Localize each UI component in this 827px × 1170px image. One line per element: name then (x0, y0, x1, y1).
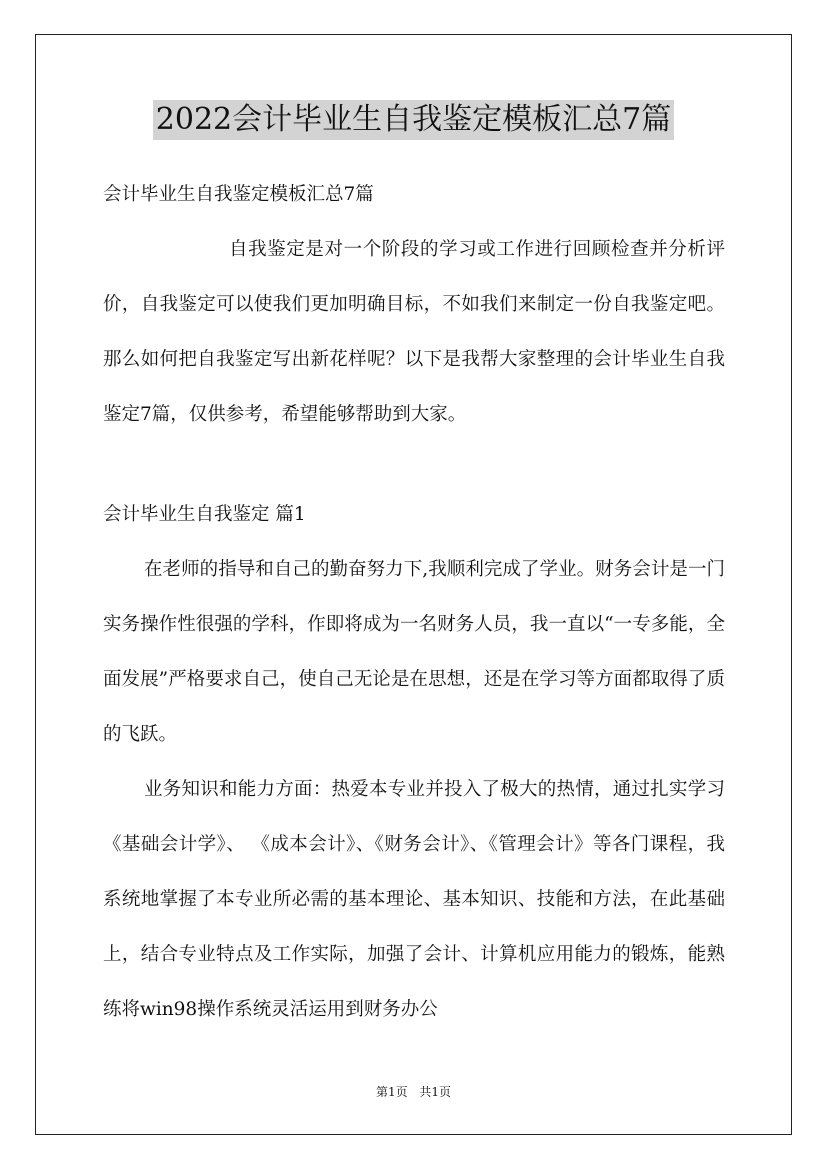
section-heading: 会计毕业生自我鉴定 篇1 (103, 504, 306, 525)
intro-paragraph: 自我鉴定是对一个阶段的学习或工作进行回顾检查并分析评价，自我鉴定可以使我们更加明确目标，不如我们来制定一份自我鉴定吧。那么如何把自我鉴定写出新花样呢？以下是我帮大家整理的会计毕业生自我鉴定7篇，仅供参考，希望能够帮助到大家。 (103, 239, 725, 425)
page-number-total: 共1页 (419, 1085, 452, 1099)
body-paragraph-2: 业务知识和能力方面：热爱本专业并投入了极大的热情，通过扎实学习《基础会计学》、 《成本会计》、《财务会计》、《管理会计》等各门课程，我系统地掌握了本专业所必需的基本理论、基本知识、技能和方法，在此基础上，结合专业特点及工作实际，加强了会计、计算机应用能力的锻炼，能熟练将win98操作系统灵活运用到财务办公 (103, 779, 725, 1020)
section-spacer (103, 442, 725, 487)
document-subtitle: 会计毕业生自我鉴定模板汇总7篇 (103, 184, 374, 205)
page-number-current: 第1页 (375, 1085, 408, 1099)
page-footer (0, 1083, 827, 1100)
body-paragraph-1: 在老师的指导和自己的勤奋努力下,我顺利完成了学业。财务会计是一门实务操作性很强的学科，作即将成为一名财务人员，我一直以“一专多能，全面发展”严格要求自己，使自己无论是在思想，还是在学习等方面都取得了质的飞跃。 (103, 559, 725, 745)
document-body (103, 167, 725, 1037)
title-container (0, 100, 827, 140)
document-title: 2022会计毕业生自我鉴定模板汇总7篇 (153, 100, 674, 140)
